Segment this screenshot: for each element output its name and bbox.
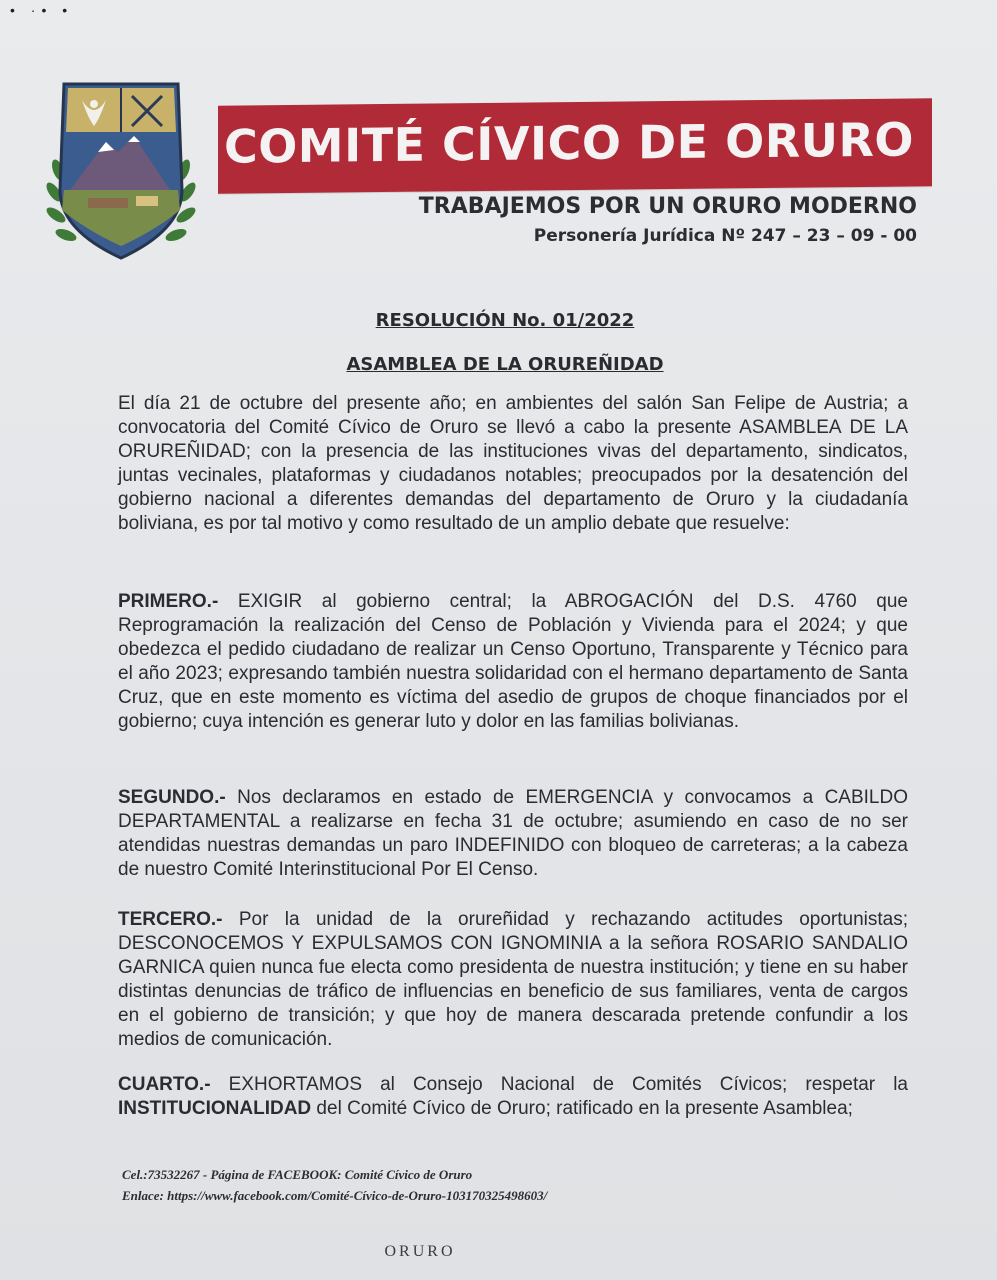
segundo-label: SEGUNDO.- bbox=[118, 787, 226, 808]
segundo-paragraph bbox=[118, 786, 908, 882]
cuarto-text-a: EXHORTAMOS al Consejo Nacional de Comités Cívicos; respetar la bbox=[210, 1074, 908, 1095]
tercero-label: TERCERO.- bbox=[118, 909, 223, 930]
primero-paragraph bbox=[118, 590, 908, 734]
tercero-text: Por la unidad de la orureñidad y rechazando actitudes oportunistas; DESCONOCEMOS Y EXPULSAMOS CON IGNOMINIA a la señora ROSARIO SANDALIO GARNICA quien nunca fue electa como presidenta de nuestra institución; y tiene en su haber distintas denuncias de tráfico de influencias en beneficio de sus familiares, venta de cargos en el gobierno de transición; y que hoy de manera descarada pretende confundir a los medios de comunicación. bbox=[118, 909, 908, 1050]
cuarto-bold-term: INSTITUCIONALIDAD bbox=[118, 1098, 312, 1119]
segundo-text: Nos declaramos en estado de EMERGENCIA y convocamos a CABILDO DEPARTAMENTAL a realizarse en fecha 31 de octubre; asumiendo en caso de no ser atendidas nuestras demandas un paro INDEFINIDO con bloqueo de carreteras; a la cabeza de nuestro Comité Interinstitucional Por El Censo. bbox=[118, 787, 908, 880]
oruro-coat-of-arms-icon bbox=[36, 70, 206, 270]
assembly-title: ASAMBLEA DE LA ORUREÑIDAD bbox=[346, 354, 664, 375]
intro-paragraph: El día 21 de octubre del presente año; en ambientes del salón San Felipe de Austria; a convocatoria del Comité Cívico de Oruro se llevó a cabo la presente ASAMBLEA DE LA ORUREÑIDAD; con la presencia de las instituciones vivas del departamento, sindicatos, juntas vecinales, plataformas y ciudadanos notables; preocupados por la desatención del gobierno nacional a diferentes demandas del departamento de Oruro y la ciudadanía boliviana, es por tal motivo y como resultado de un amplio debate que resuelve: bbox=[118, 393, 908, 534]
footer bbox=[122, 1164, 547, 1206]
paper-specks: • ·• • bbox=[10, 2, 74, 18]
tercero-paragraph bbox=[118, 908, 908, 1052]
primero-label: PRIMERO.- bbox=[118, 591, 219, 612]
cuarto-text-b: del Comité Cívico de Oruro; ratificado en la presente Asamblea; bbox=[311, 1098, 853, 1119]
footer-link: Enlace: https://www.facebook.com/Comité-Cívico-de-Oruro-103170325498603/ bbox=[122, 1188, 548, 1203]
cuarto-label: CUARTO.- bbox=[118, 1074, 211, 1095]
footer-contact: Cel.:73532267 - Página de FACEBOOK: Comité Cívico de Oruro bbox=[122, 1167, 473, 1182]
resolution-title: RESOLUCIÓN No. 01/2022 bbox=[375, 310, 635, 331]
legal-id: Personería Jurídica Nº 247 – 23 – 09 - 00 bbox=[533, 226, 917, 246]
slogan: TRABAJEMOS POR UN ORURO MODERNO bbox=[418, 194, 917, 219]
bottom-word: ORURO bbox=[384, 1243, 456, 1260]
organization-title: COMITÉ CÍVICO DE ORURO bbox=[223, 112, 914, 174]
primero-text: EXIGIR al gobierno central; la ABROGACIÓN del D.S. 4760 que Reprogramación la realización del Censo de Población y Vivienda para el 2024; y que obedezca el pedido ciudadano de realizar un Censo Oportuno, Transparente y Técnico para el año 2023; expresando también nuestra solidaridad con el hermano departamento de Santa Cruz, que en este momento es víctima del asedio de grupos de choque financiados por el gobierno; cuya intención es generar luto y dolor en las familias bolivianas. bbox=[118, 591, 908, 732]
cuarto-paragraph bbox=[118, 1073, 908, 1121]
header-banner bbox=[218, 98, 932, 193]
